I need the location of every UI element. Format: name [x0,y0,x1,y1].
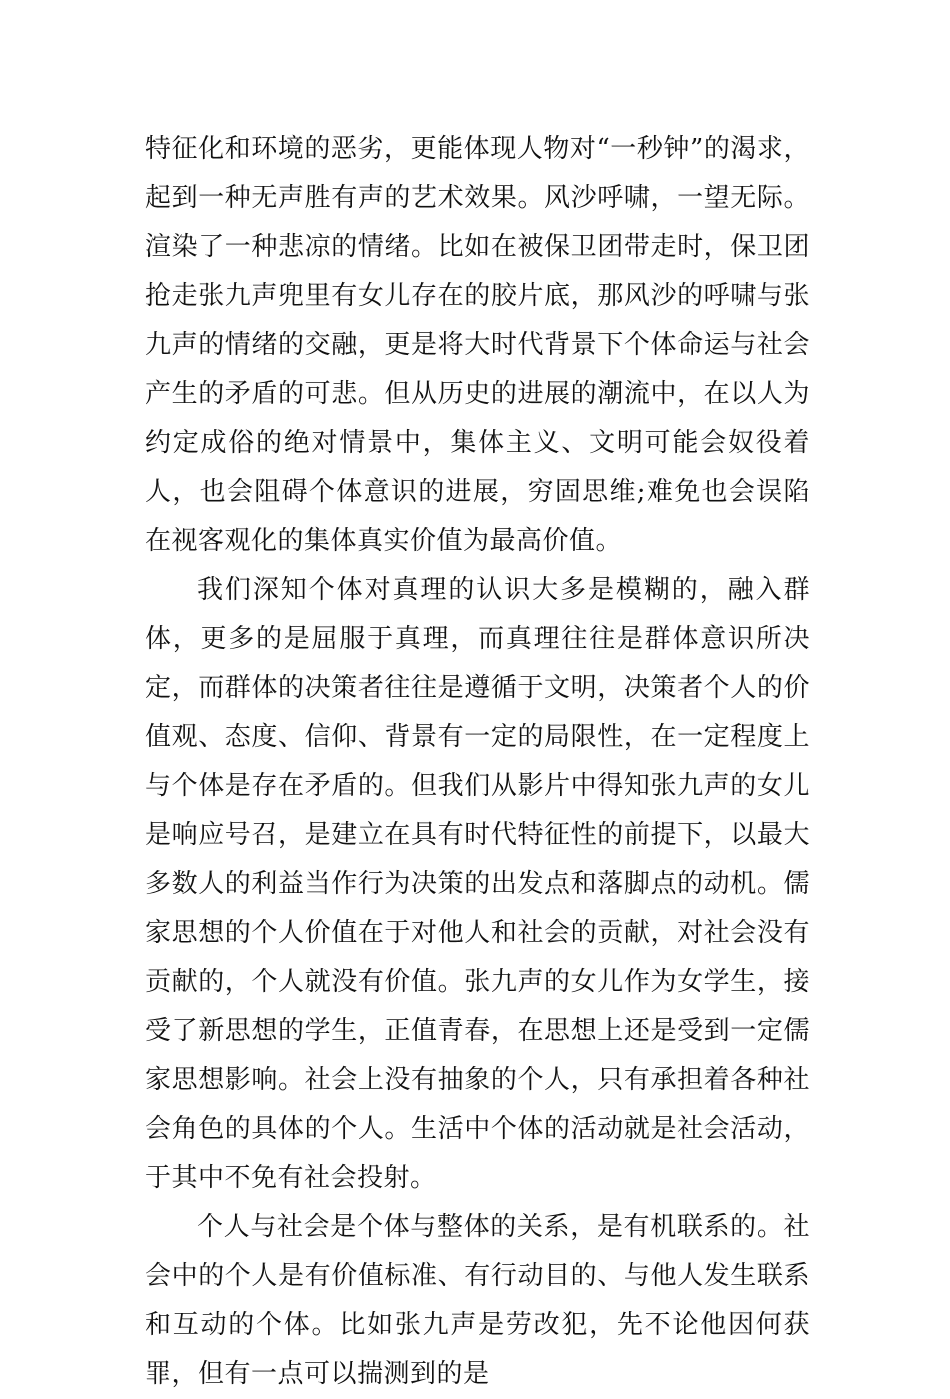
paragraph-1: 特征化和环境的恶劣，更能体现人物对“一秒钟”的渴求，起到一种无声胜有声的艺术效果。风沙呼啸，一望无际。渲染了一种悲凉的情绪。比如在被保卫团带走时，保卫团抢走张九声兜里有女儿存在的胶片底，那风沙的呼啸与张九声的情绪的交融，更是将大时代背景下个体命运与社会产生的矛盾的可悲。但从历史的进展的潮流中，在以人为约定成俗的绝对情景中，集体主义、文明可能会奴役着人，也会阻碍个体意识的进展，穷固思维;难免也会误陷在视客观化的集体真实价值为最高价值。 [145,134,810,556]
document-body [145,125,810,1399]
paragraph-2: 我们深知个体对真理的认识大多是模糊的，融入群体，更多的是屈服于真理，而真理往往是群体意识所决定，而群体的决策者往往是遵循于文明，决策者个人的价值观、态度、信仰、背景有一定的局限性，在一定程度上与个体是存在矛盾的。但我们从影片中得知张九声的女儿是响应号召，是建立在具有时代特征性的前提下，以最大多数人的利益当作行为决策的出发点和落脚点的动机。儒家思想的个人价值在于对他人和社会的贡献，对社会没有贡献的，个人就没有价值。张九声的女儿作为女学生，接受了新思想的学生，正值青春，在思想上还是受到一定儒家思想影响。社会上没有抽象的个人，只有承担着各种社会角色的具体的个人。生活中个体的活动就是社会活动，于其中不免有社会投射。 [145,575,810,1193]
paragraph-3: 个人与社会是个体与整体的关系，是有机联系的。社会中的个人是有价值标准、有行动目的、与他人发生联系和互动的个体。比如张九声是劳改犯，先不论他因何获罪，但有一点可以揣测到的是 [145,1212,810,1389]
